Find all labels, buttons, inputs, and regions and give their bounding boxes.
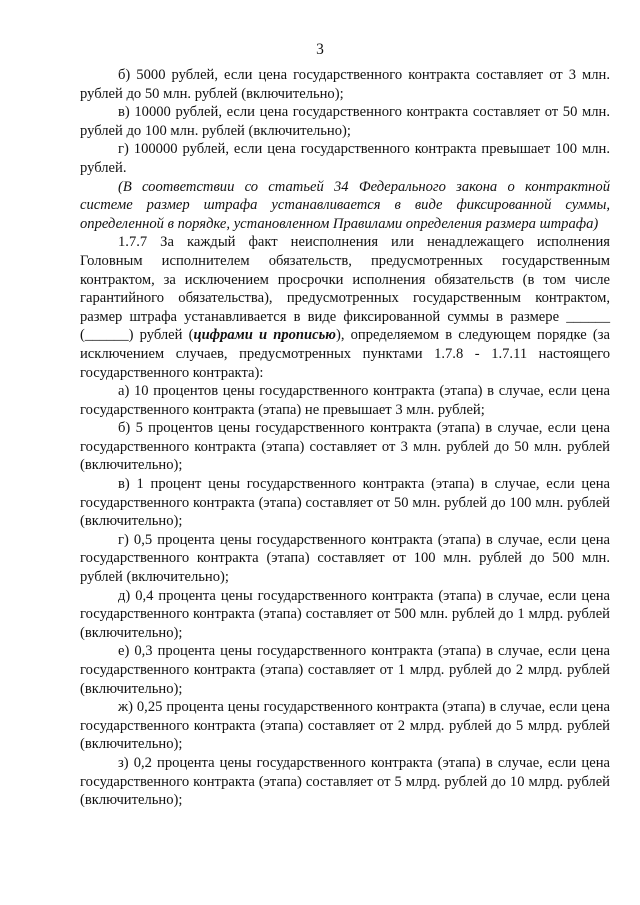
- paragraph-italic-note: (В соответствии со статьей 34 Федерального закона о контрактной системе размер штрафа устанавливается в виде фиксированной суммы, определенной в порядке, установленном Правилами определения размера штрафа): [80, 178, 610, 232]
- paragraph-d-0-4-percent: д) 0,4 процента цены государственного контракта (этапа) в случае, если цена государственного контракта (этапа) составляет от 500 млн. рублей до 1 млрд. рублей (включительно);: [80, 587, 610, 641]
- document-body: [80, 66, 610, 810]
- paragraph-zh-0-25-percent: ж) 0,25 процента цены государственного контракта (этапа) в случае, если цена государственного контракта (этапа) составляет от 2 млрд. рублей до 5 млрд. рублей (включительно);: [80, 699, 610, 753]
- paragraph-v-1-percent: в) 1 процент цены государственного контракта (этапа) в случае, если цена государственного контракта (этапа) составляет от 50 млн. рублей до 100 млн. рублей (включительно);: [80, 476, 610, 530]
- paragraph-v-10000-rubles: в) 10000 рублей, если цена государственного контракта составляет от 50 млн. рублей до 100 млн. рублей (включительно);: [80, 104, 610, 139]
- paragraph-g-0-5-percent: г) 0,5 процента цены государственного контракта (этапа) в случае, если цена государственного контракта (этапа) составляет от 100 млн. рублей до 500 млн. рублей (включительно);: [80, 531, 610, 586]
- paragraph-1-7-7-start: 1.7.7 За каждый факт неисполнения или ненадлежащего исполнения Головным исполнителем обязательств, предусмотренных государственным контрактом, за исключением просрочки исполнения обязательств (в том числе гарантийного обязательства), предусмотренных государственным контрактом, размер штрафа устанавливается в виде фиксированной суммы в размере ______ (______) рублей (: [80, 234, 610, 344]
- paragraph-a-10-percent: а) 10 процентов цены государственного контракта (этапа) в случае, если цена государственного контракта (этапа) не превышает 3 млн. рублей;: [80, 383, 610, 418]
- paragraph-b-5-percent: б) 5 процентов цены государственного контракта (этапа) в случае, если цена государственного контракта (этапа) составляет от 3 млн. рублей до 50 млн. рублей (включительно);: [80, 420, 610, 474]
- paragraph-z-0-2-percent: з) 0,2 процента цены государственного контракта (этапа) в случае, если цена государственного контракта (этапа) составляет от 5 млрд. рублей до 10 млрд. рублей (включительно);: [80, 754, 610, 809]
- paragraph-1-7-7-emphasis: цифрами и прописью: [193, 327, 336, 344]
- paragraph-b-5000-rubles: б) 5000 рублей, если цена государственного контракта составляет от 3 млн. рублей до 50 млн. рублей (включительно);: [80, 67, 610, 102]
- page-number: 3: [316, 41, 324, 58]
- paragraph-1-7-7-end: ), определяемом в следующем порядке (за исключением случаев, предусмотренных пунктами 1.7.8 - 1.7.11 настоящего государственного контракта):: [80, 327, 610, 381]
- paragraph-e-0-3-percent: е) 0,3 процента цены государственного контракта (этапа) в случае, если цена государственного контракта (этапа) составляет от 1 млрд. рублей до 2 млрд. рублей (включительно);: [80, 643, 610, 697]
- paragraph-g-100000-rubles: г) 100000 рублей, если цена государственного контракта превышает 100 млн. рублей.: [80, 141, 610, 176]
- paragraph-1-7-7: [80, 233, 610, 382]
